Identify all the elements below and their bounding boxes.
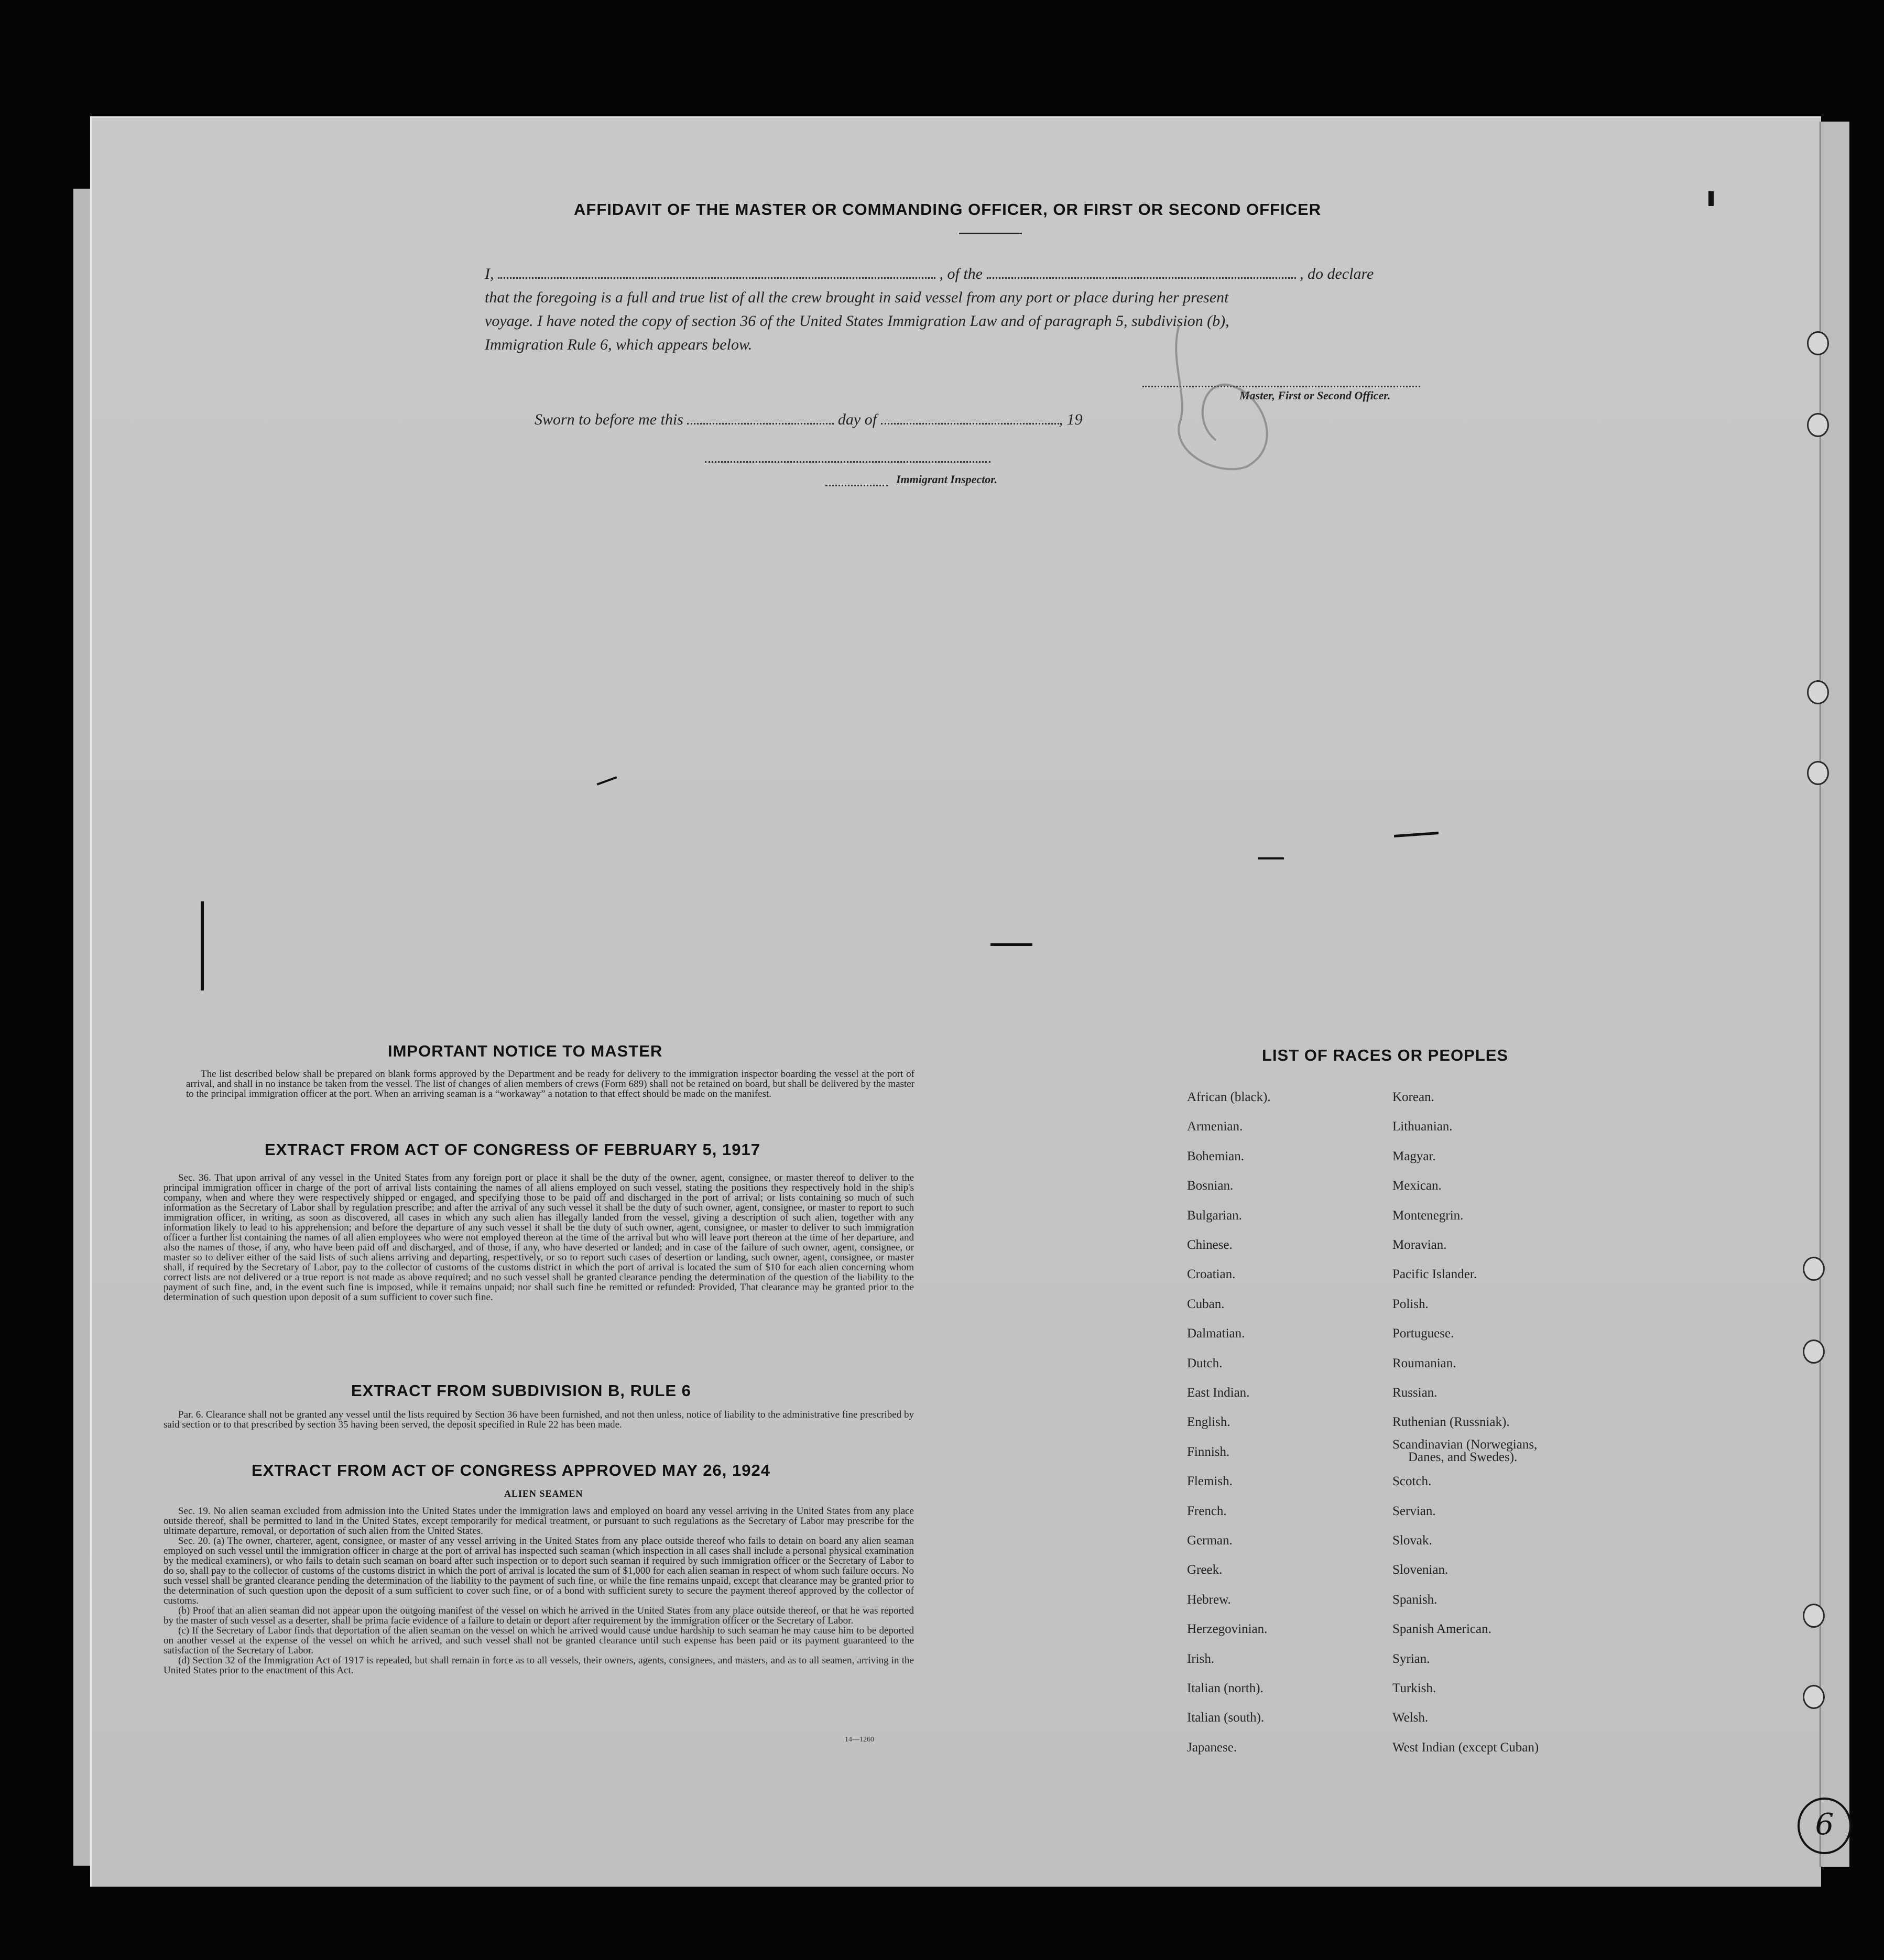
affidavit-declaration-line xyxy=(485,262,1470,286)
affidavit-i: I, xyxy=(485,265,494,282)
sworn-line xyxy=(535,408,1216,431)
race-item: French. xyxy=(1187,1504,1227,1518)
notice-title: IMPORTANT NOTICE TO MASTER xyxy=(388,1042,663,1060)
punch-hole xyxy=(1807,680,1829,704)
punch-hole xyxy=(1803,1604,1825,1628)
race-item: Bosnian. xyxy=(1187,1179,1234,1193)
race-item: African (black). xyxy=(1187,1090,1271,1104)
signature-scribble xyxy=(1158,320,1305,487)
paragraph-6: Par. 6. Clearance shall not be granted any vessel until the lists required by Section 36 have been furnished, and not then unless, notice of liability to the administrative fine prescribed by said section or to that prescribed by section 35 having been served, the deposit specified in Rule 22 has been made. xyxy=(164,1409,914,1430)
inspector-signature-line[interactable] xyxy=(705,461,990,463)
affidavit-title: AFFIDAVIT OF THE MASTER OR COMMANDING OFFICER, OR FIRST OR SECOND OFFICER xyxy=(574,200,1322,219)
alien-seamen-subtitle: ALIEN SEAMEN xyxy=(504,1488,583,1499)
race-item: Finnish. xyxy=(1187,1444,1230,1459)
section-20d-paragraph: (d) Section 32 of the Immigration Act of 1917 is repealed, but shall remain in force as to all vessels, their owners, agents, consignees, and masters, and as to all seamen, arriving in the United States prior to the enactment of this Act. xyxy=(164,1655,914,1676)
punch-hole xyxy=(1803,1685,1825,1709)
punch-hole xyxy=(1807,761,1829,785)
race-item: Greek. xyxy=(1187,1563,1223,1577)
race-item: Russian. xyxy=(1392,1386,1437,1400)
race-item: Slovak. xyxy=(1392,1533,1432,1548)
race-item: Pacific Islander. xyxy=(1392,1267,1477,1282)
affidavit-line: voyage. I have noted the copy of section 36 of the United States Immigration Law and of paragraph 5, subdivision (b), xyxy=(485,312,1229,330)
master-name-field[interactable] xyxy=(498,275,935,279)
scan-mark xyxy=(990,943,1032,946)
race-item: Roumanian. xyxy=(1392,1356,1456,1370)
race-item: Japanese. xyxy=(1187,1740,1237,1755)
section-20a-paragraph: Sec. 20. (a) The owner, charterer, agent, consignee, or master of any vessel arriving in the United States from any place outside thereof who fails to detain on board any alien seaman employed on such vessel until the immigration officer in charge at the port of arrival has inspected such seaman (which inspection in all cases shall include a personal physical examination by the medical examiners), or who fails to detain such seaman on board after such inspection or to deport such seaman if required by such immigration officer or the Secretary of Labor to do so, shall pay to the collector of customs of the customs district in which the port of arrival is located the sum of $1,000 for each alien seaman in respect of whom such failure occurs. No such vessel shall be granted clearance pending the determination of the liability to the payment of such fine, or while the fine remains unpaid, except that clearance may be granted prior to the determination of such question upon the deposit of a sum sufficient to cover such fine, or of a bond with sufficient surety to secure the payment thereof approved by the collector of customs. xyxy=(164,1536,914,1606)
race-item: Moravian. xyxy=(1392,1238,1447,1252)
affidavit-line: Immigration Rule 6, which appears below. xyxy=(485,336,753,353)
race-item: Korean. xyxy=(1392,1090,1434,1104)
race-item: Mexican. xyxy=(1392,1179,1442,1193)
race-item: Hebrew. xyxy=(1187,1592,1231,1607)
race-item: Flemish. xyxy=(1187,1474,1233,1489)
race-item: Cuban. xyxy=(1187,1297,1225,1311)
punch-hole xyxy=(1807,331,1829,355)
affidavit-do-declare: , do declare xyxy=(1300,265,1374,282)
race-item: West Indian (except Cuban) xyxy=(1392,1740,1539,1755)
affidavit-title-rule xyxy=(959,233,1022,234)
section-20c-paragraph: (c) If the Secretary of Labor finds that deportation of the alien seaman on the vessel on which he arrived would cause undue hardship to such seaman he may cause him to be deported on another vessel at the expense of the vessel on which he arrived, and such vessel shall not be granted clearance until such expense has been paid or its payment guaranteed to the satisfaction of the Secretary of Labor. xyxy=(164,1625,914,1656)
race-item: Montenegrin. xyxy=(1392,1208,1464,1223)
race-item: Irish. xyxy=(1187,1651,1215,1666)
races-title: LIST OF RACES OR PEOPLES xyxy=(1262,1046,1509,1064)
sworn-day-field[interactable] xyxy=(687,421,834,424)
torn-edge-strip xyxy=(73,189,91,1866)
scan-mark xyxy=(1258,857,1284,859)
punch-hole xyxy=(1803,1340,1825,1364)
race-item: Turkish. xyxy=(1392,1681,1436,1695)
race-item: Syrian. xyxy=(1392,1651,1430,1666)
race-item: Lithuanian. xyxy=(1392,1119,1453,1134)
race-item: East Indian. xyxy=(1187,1386,1250,1400)
race-item: Ruthenian (Russniak). xyxy=(1392,1415,1510,1430)
race-item: German. xyxy=(1187,1533,1233,1548)
race-item: English. xyxy=(1187,1415,1230,1430)
inspector-signature-line-2[interactable] xyxy=(825,485,888,486)
race-item: Italian (south). xyxy=(1187,1711,1265,1725)
race-item: Magyar. xyxy=(1392,1149,1436,1163)
extract-rule6-text xyxy=(164,1410,914,1430)
race-item: Servian. xyxy=(1392,1504,1436,1518)
print-code: 14—1260 xyxy=(845,1736,874,1744)
extract-1924-text xyxy=(164,1506,914,1675)
affidavit-of-the: , of the xyxy=(939,265,983,282)
race-item: Croatian. xyxy=(1187,1267,1236,1282)
section-19-paragraph: Sec. 19. No alien seaman excluded from admission into the United States under the immigration laws and employed on board any vessel arriving in the United States from any place outside thereof, shall be permitted to land in the United States, except temporarily for medical treatment, or pursuant to such regulations as the Secretary of Labor may prescribe for the ultimate departure, removal, or deportation of such alien from the United States. xyxy=(164,1506,914,1537)
notice-text xyxy=(186,1069,914,1099)
race-item: Scandinavian (Norwegians, Danes, and Swedes). xyxy=(1392,1437,1538,1464)
race-item: Slovenian. xyxy=(1392,1563,1449,1577)
extract-1917-title: EXTRACT FROM ACT OF CONGRESS OF FEBRUARY 5, 1917 xyxy=(265,1140,760,1159)
master-signature-caption: Master, First or Second Officer. xyxy=(1239,389,1391,402)
extract-1917-text xyxy=(164,1173,914,1302)
race-item: Dalmatian. xyxy=(1187,1326,1245,1341)
sworn-month-field[interactable] xyxy=(881,421,1059,424)
race-item: Italian (north). xyxy=(1187,1681,1264,1695)
sworn-text: Sworn to before me this xyxy=(535,411,683,428)
race-item: Polish. xyxy=(1392,1297,1429,1311)
inspector-caption: Immigrant Inspector. xyxy=(896,473,998,486)
scan-mark xyxy=(1708,191,1714,206)
race-item: Scotch. xyxy=(1392,1474,1432,1489)
extract-rule6-title: EXTRACT FROM SUBDIVISION B, RULE 6 xyxy=(351,1381,691,1400)
day-of-text: day of xyxy=(837,411,877,428)
race-item: Spanish American. xyxy=(1392,1622,1491,1637)
race-item: Bohemian. xyxy=(1187,1149,1245,1163)
underlying-sheet-edge xyxy=(1820,122,1849,1867)
race-item: Bulgarian. xyxy=(1187,1208,1242,1223)
race-item: Welsh. xyxy=(1392,1711,1429,1725)
race-item: Dutch. xyxy=(1187,1356,1223,1370)
punch-hole xyxy=(1807,413,1829,437)
scan-mark xyxy=(201,901,204,990)
year-prefix: , 19 xyxy=(1059,411,1083,428)
affidavit-body xyxy=(485,262,1470,356)
race-item: Armenian. xyxy=(1187,1119,1243,1134)
race-item: Chinese. xyxy=(1187,1238,1233,1252)
punch-hole xyxy=(1803,1257,1825,1281)
race-item: Spanish. xyxy=(1392,1592,1437,1607)
section-20b-paragraph: (b) Proof that an alien seaman did not appear upon the outgoing manifest of the vessel on which he arrived in the United States from any place outside thereof, or that he was reported by the master of such vessel as a deserter, shall be prima facie evidence of a failure to detain or deport after requirement by the immigration officer or the Secretary of Labor. xyxy=(164,1605,914,1626)
race-item: Portuguese. xyxy=(1392,1326,1454,1341)
page-number-stamp: 6 xyxy=(1798,1798,1852,1854)
section-36-paragraph: Sec. 36. That upon arrival of any vessel in the United States from any foreign port or place it shall be the duty of the owner, agent, consignee, or master thereof to deliver to the principal immigration officer in charge of the port of arrival lists containing the names of all aliens employed on such vessel, stating the positions they respectively hold in the ship's company, when and where they were respectively shipped or engaged, and specifying those to be paid off and discharged in the port of arrival; or lists containing so much of such information as the Secretary of Labor shall by regulation prescribe; and after the arrival of any such vessel it shall be the duty of such owner, agent, consignee, or master to report to such immigration officer, in writing, as soon as discovered, all cases in which any such alien has illegally landed from the vessel, giving a description of such alien, together with any information likely to lead to his apprehension; and before the departure of any such vessel it shall be the duty of such owner, agent, consignee, or master to deliver to such immigration officer a further list containing the names of all alien employees who were not employed thereon at the time of the arrival but who will leave port thereon at the time of her departure, and also the names of those, if any, who have been paid off and discharged, and of those, if any, who have deserted or landed; and in case of the failure of such owner, agent, consignee, or master so to deliver either of the said lists of such aliens arriving and departing, respectively, or so to report such cases of desertion or landing, such owner, agent, consignee, or master shall, if required by the Secretary of Labor, pay to the collector of customs of the customs district in which the port of arrival is located the sum of $10 for each alien concerning whom correct lists are not delivered or a true report is not made as above required; and no such vessel shall be granted clearance pending the determination of the question of the liability to the payment of such fine, and, in the event such fine is imposed, while it remains unpaid; nor shall such fine be remitted or refunded: Provided, That clearance may be granted prior to the determination of such question upon deposit of a sum sufficient to cover such fine. xyxy=(164,1172,914,1303)
vessel-name-field[interactable] xyxy=(987,275,1296,279)
affidavit-line: that the foregoing is a full and true list of all the crew brought in said vessel from any port or place during her present xyxy=(485,289,1229,306)
extract-1924-title: EXTRACT FROM ACT OF CONGRESS APPROVED MAY 26, 1924 xyxy=(252,1461,770,1479)
race-item: Herzegovinian. xyxy=(1187,1622,1268,1637)
notice-paragraph: The list described below shall be prepared on blank forms approved by the Department and be ready for delivery to the immigration inspector boarding the vessel at the port of arrival, and shall in no instance be taken from the vessel. The list of changes of alien members of crews (Form 689) shall not be retained on board, but shall be delivered by the master to the principal immigration officer at the port. When an arriving seaman is a “workaway” a notation to that effect should be made on the manifest. xyxy=(186,1069,914,1099)
